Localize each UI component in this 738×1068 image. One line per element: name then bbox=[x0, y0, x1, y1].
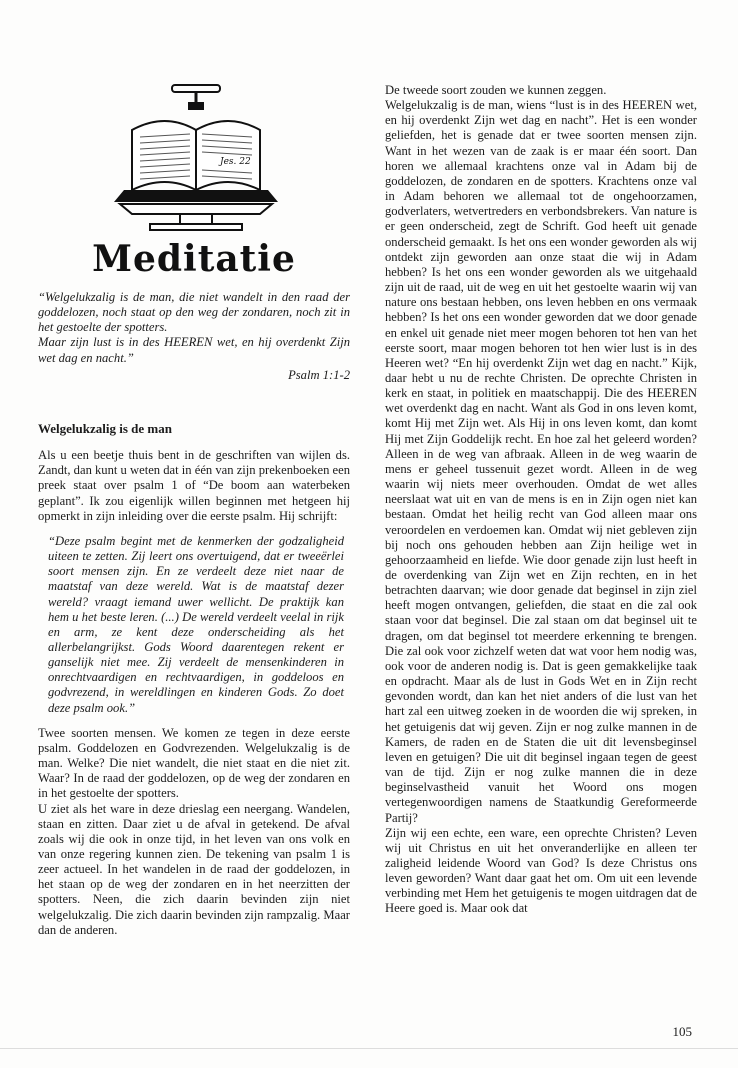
epigraph-reference: Psalm 1:1-2 bbox=[288, 367, 350, 382]
bottom-rule bbox=[0, 1048, 738, 1049]
bible-inscription: Jes. 22 bbox=[220, 157, 251, 167]
body-paragraph: Twee soorten mensen. We komen ze tegen in deze eerste psalm. Goddelozen en Godvrezenden. Welgelukzalig is de man. Welke? Die niet wandelt, die niet staat en die niet zit. Waar? In de raad der goddelozen, op de weg der zondaren en in het gestoelte der spotters. bbox=[38, 725, 350, 801]
body-paragraph: De tweede soort zouden we kunnen zeggen. bbox=[385, 83, 607, 97]
body-paragraph: Welgelukzalig is de man, wiens “lust is in des HEEREN wet, en hij overdenkt Zijn wet dag en nacht”. Het is een wonder geliefden, het is genade dat er twee soorten mensen zijn. Want in het wezen van de zaak is er maar één soort. Dan horen we allemaal krachtens onze val in Adam bij de goddelozen, de zondaren en de spotters. Krachtens onze val in Adam behoren we allemaal tot de ongehoorzamen, godverlaters, wetvertreders en verbondsbrekers. Van nature is er geen onderscheid, zegt de Schrift. God heeft uit genade onderscheid gemaakt. Is het ons een wonder geworden als wij ontdekt zijn geworden aan onze staat die wij in Adam hebben? Is het ons een wonder geworden als we uitgehaald zijn uit de raad, uit de weg en uit het gestoelte waarin wij van nature ons bestaan hebben, ons leven hebben en ons vermaak hebben? Is het ons een wonder geworden dat we door genade en enkel uit genade niet meer mogen behoren tot hen van het eerste soort, maar mogen behoren tot hen wier lust is in des Heeren wet? “En hij overdenkt Zijn wet dag en nacht.” Kijk, daar hebt u nu de rechte Christen. De oprechte Christen in kerk en staat, in politiek en maatschappij. Die des HEEREN wet overdenkt dag en nacht. Want als God in ons leven komt, komt Hij met Zijn wet. Als Hij in ons leven komt, dan komt Hij met Zijn Goddelijk recht. En hoe zal het geleerd worden? Alleen in de weg van afbraak. Alleen in de weg waarin de mens er geheel tussenuit gezet wordt. Alleen in de weg waarin wij niets meer overhouden. Omdat de wet alles neerslaat wat uit en van de mens is en in Zijn ogen niet kan bestaan. Omdat het heilig recht van God alleen maar ons veroordelen en verdoemen kan. Omdat wij niet gebleven zijn bij noch ons gehouden hebben aan Zijn heilige wet in gehoorzaamheid en liefde. Wie door genade zijn lust heeft in de overdenking van Zijn wet en Zijn rechten, en in het betrachten daarvan; wie door genade dat beginsel in zijn ziel heeft mogen ontvangen, geliefden, die staat en die zal ook staan voor dat beginsel. Die zal staan om dat beginsel uit te dragen, om dat beginsel tot meerdere erkenning te brengen. Die zal ook voor zichzelf weten dat wat voor hem nodig was, ook voor de anderen nodig is. Dat is geen gemakkelijke taak en opdracht. Maar als de lust in Gods Wet en in Zijn recht gevonden wordt, dan kan het niet anders of die lust van het hart zal een uitweg zoeken in de woorden die wij spreken, in het getuigenis dat wij geven. Zijn er nog zulke mannen in de Kamers, de raden en de Staten die uit dit levensbeginsel leven en getuigen? Die uit dit beginsel ingaan tegen de geest van de tijd. Zijn er nog zulke mannen die in deze beginselvastheid vanuit het Woord ons mogen vertegenwoordigen namens de Staatkundig Gereformeerde Partij? bbox=[385, 98, 697, 825]
body-paragraph: U ziet als het ware in deze drieslag een neergang. Wandelen, staan en zitten. Daar ziet u de afval in getekend. De afval zoals wij die ook in onze tijd, in het leven van ons volk en van onze regering kunnen zien. De tekening van psalm 1 is zeer actueel. In het wandelen in de raad der goddelozen, in het staan op de weg der zondaren en in het neerzitten der spotters. Neen, die zich daarin bevinden zijn niet welgelukzalig. Die zich daarin bevinden zijn rampzalig. Maar dan de anderen. bbox=[38, 801, 350, 937]
section-heading: Welgelukzalig is de man bbox=[38, 420, 172, 436]
epigraph-line: “Welgelukzalig is de man, die niet wandelt in den raad der goddelozen, noch staat op den weg der zondaren, noch zit in het gestoelte der spotters. bbox=[38, 290, 350, 335]
epigraph-line: Maar zijn lust is in des HEEREN wet, en hij overdenkt Zijn wet dag en nacht.” bbox=[38, 335, 350, 365]
body-paragraph: Zijn wij een echte, een ware, een oprechte Christen? Leven wij uit Christus en uit het onveranderlijke en alleen ter zaligheid leidende Woord van God? Is deze Christus ons leven geworden? Want daar gaat het om. Om uit een levende verbinding met Hem het getuigenis te mogen uitdragen dat de Heere goed is. Maar ook dat bbox=[385, 825, 697, 916]
intro-paragraph: Als u een beetje thuis bent in de geschriften van wijlen ds. Zandt, dan kunt u weten dat in één van zijn prekenboeken een preek staat over psalm 1 of “De boom aan waterbeken geplant”. Ik zou eigenlijk willen beginnen met hetgeen hij opmerkt in zijn inleiding over die eerste psalm. Hij schrijft: bbox=[38, 448, 350, 523]
page-number: 105 bbox=[672, 1024, 692, 1039]
block-quote: “Deze psalm begint met de kenmerken der godzaligheid uiteen te zetten. Zij leert ons overtuigend, dat er tweeërlei soort mensen zijn. En ze verdeelt deze niet naar de maatstaf van deze wereld. Wat is de maatstaf dezer wereld? vraagt iemand uwer wellicht. De praktijk kan hem u het beste leren. (...) De wereld verdeelt veelal in rijk en arm, ze kent deze onderscheiding als het allerbelangrijkst. Gods Woord daarentegen rekent er ganselijk niet mee. Zij verdeelt de mensenkinderen in onrechtvaardigen en rechtvaardigen, in goddeloos en godvrezend, in wereldlingen en kinderen Gods. Zo doet deze psalm ook.” bbox=[48, 533, 344, 715]
right-column bbox=[385, 83, 697, 917]
page-title: Meditatie bbox=[92, 238, 296, 280]
left-column bbox=[38, 290, 350, 938]
open-bible-on-lectern-icon bbox=[110, 82, 290, 232]
